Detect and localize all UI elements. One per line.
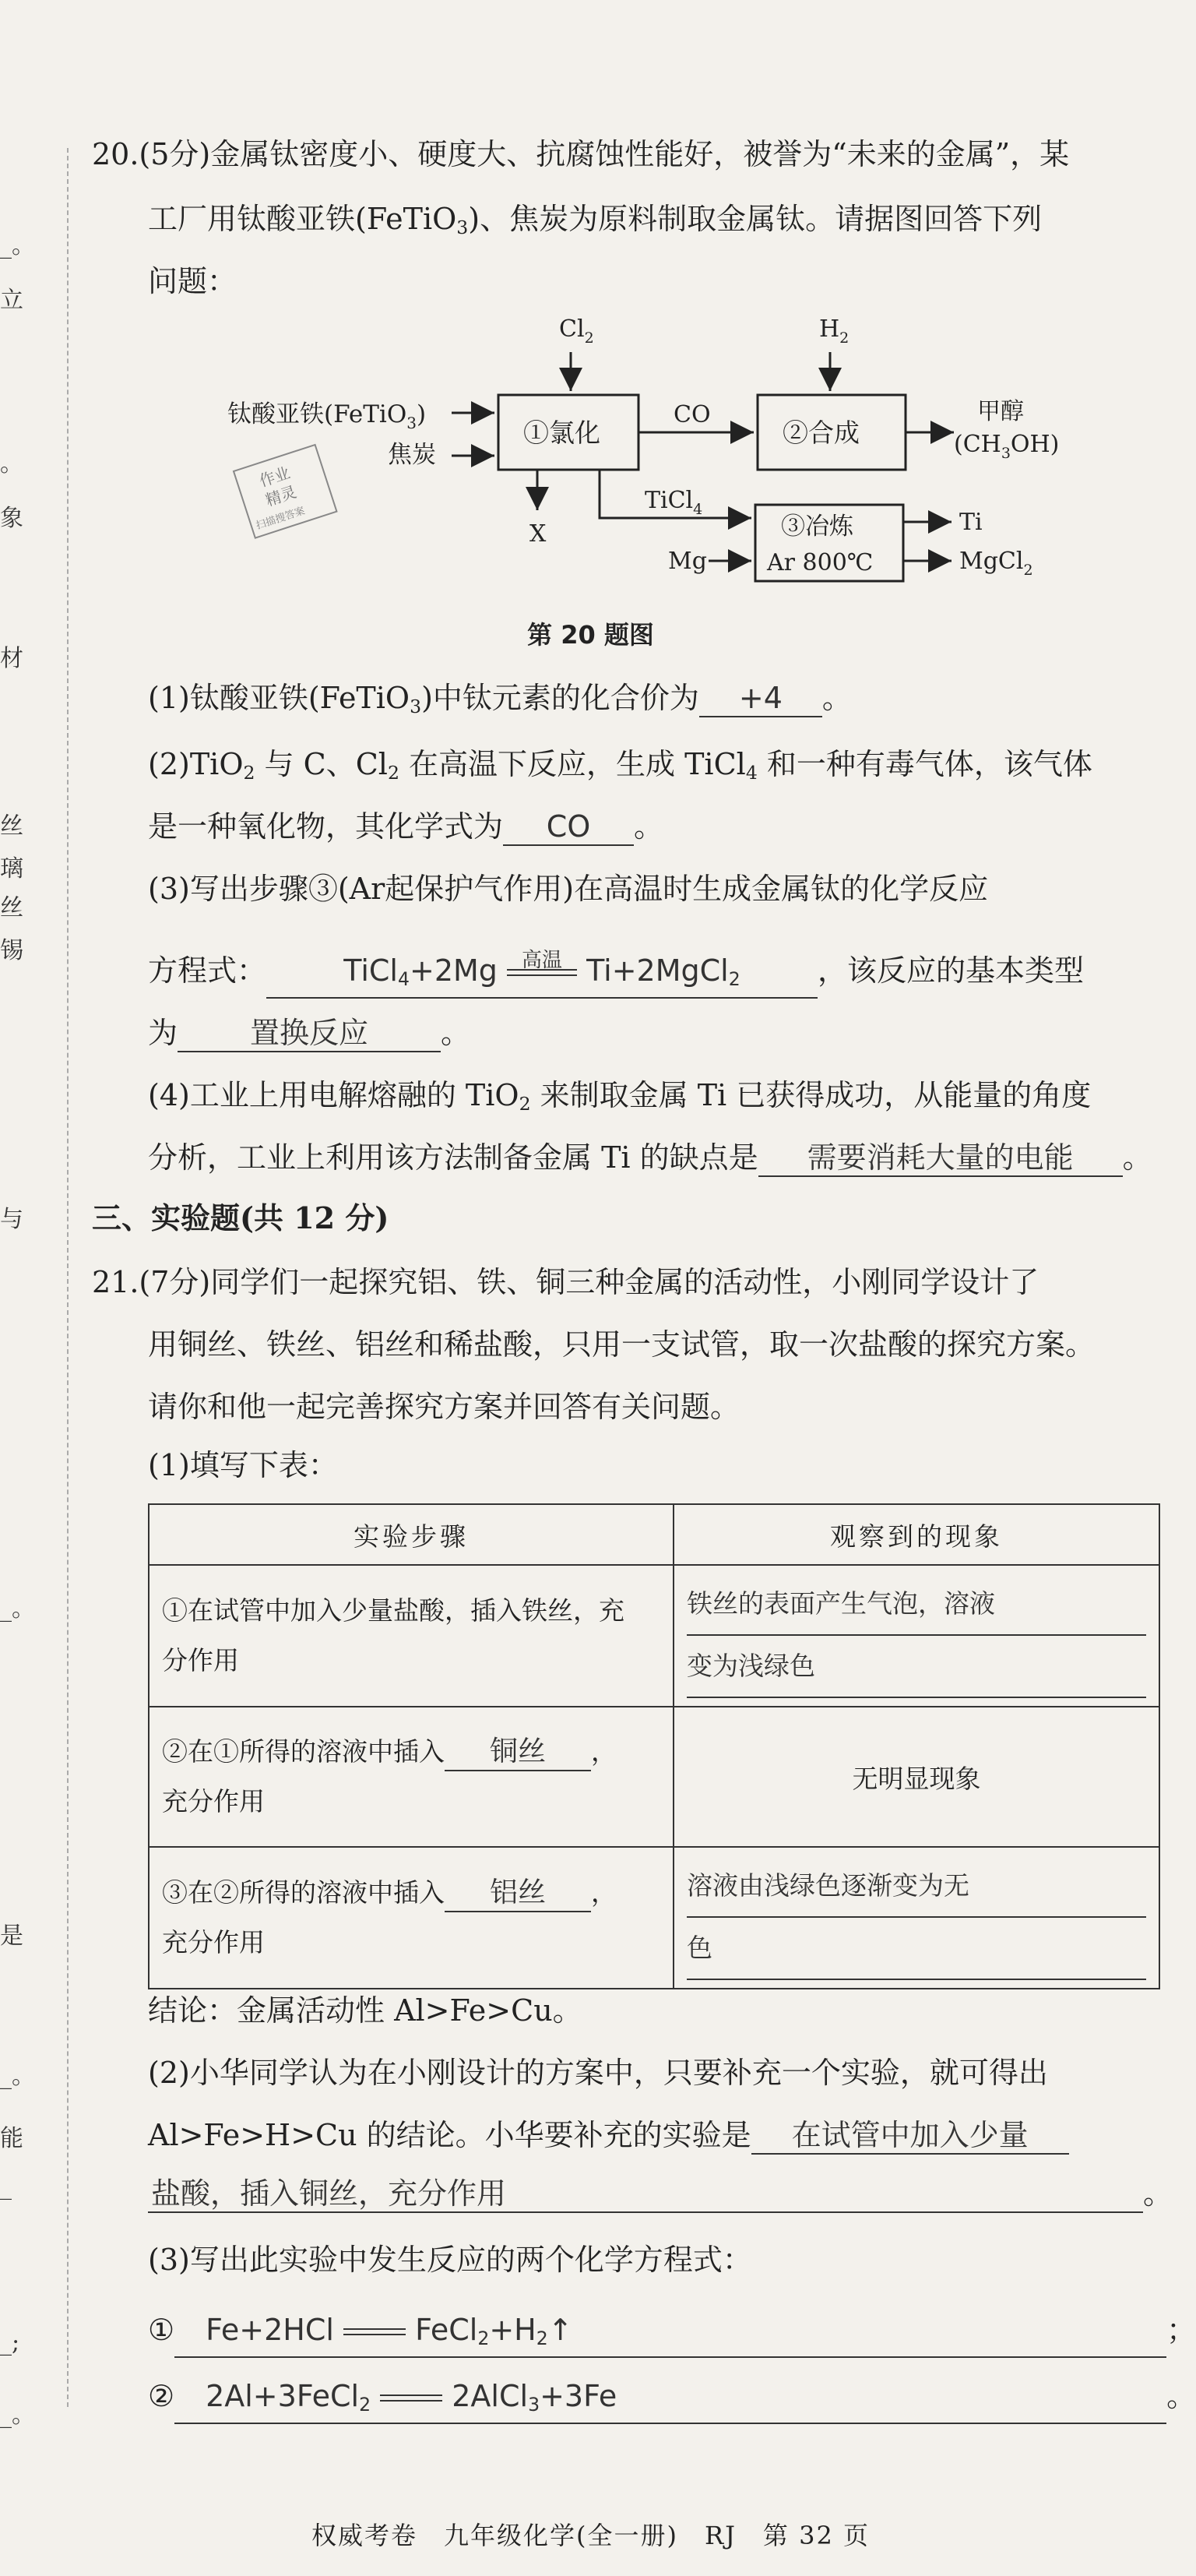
answer-equation-aluminum: 2Al+3FeCl$_2$ 2AlCl$_3$+3Fe — [174, 2378, 1166, 2424]
svg-text:精灵: 精灵 — [263, 482, 299, 510]
figure-caption: 第 20 题图 — [527, 620, 654, 650]
cl2-label: $Cl_2$ — [559, 315, 594, 347]
q20-part4-line2: 分析，工业上利用该方法制备金属 Ti 的缺点是 需要消耗大量的电能 。 — [148, 1137, 1152, 1178]
page-footer: 权威考卷 九年级化学(全一册) RJ 第 32 页 — [311, 2521, 870, 2550]
q21-part2-line3: 盐酸，插入铜丝，充分作用 。 — [148, 2173, 1173, 2214]
q20-part3-line3: 为 置换反应 。 — [148, 1013, 470, 1053]
margin-fragment: 能 — [0, 2125, 23, 2152]
ti-label: Ti — [959, 509, 983, 536]
margin-fragment: 材 — [0, 645, 23, 672]
q21-part1-label: (1)填写下表： — [148, 1448, 338, 1482]
answer-equation-iron: Fe+2HCl $FeCl_2+H_2↑$ — [174, 2312, 1166, 2358]
answer-drawback: 需要消耗大量的电能 — [758, 1140, 1123, 1177]
margin-fragment: 锡 — [0, 937, 23, 964]
margin-fragment: _。 — [0, 1595, 35, 1623]
q20-part1: (1)钛酸亚铁(FeTiO$_3$)中钛元素的化合价为 +4 。 — [148, 681, 852, 717]
margin-fragment: _。 — [0, 232, 35, 259]
q21-line2: 用铜丝、铁丝、铝丝和稀盐酸，只用一支试管，取一次盐酸的探究方案。 — [148, 1327, 1096, 1362]
margin-fragment: 是 — [0, 1922, 23, 1950]
margin-fragment: _。 — [0, 2402, 35, 2429]
q21-part2-line1: (2)小华同学认为在小刚设计的方案中，只要补充一个实验，就可得出 — [148, 2056, 1048, 2090]
answer-reaction-type: 置换反应 — [178, 1015, 441, 1052]
product-methanol-formula: $(CH_3OH)$ — [954, 431, 1060, 462]
answer-valence: +4 — [699, 680, 822, 717]
margin-fragment: 象 — [0, 505, 23, 532]
q20-line3: 问题： — [148, 264, 237, 298]
margin-fragment: _; — [0, 2329, 20, 2356]
svg-text:扫描搜答案: 扫描搜答案 — [255, 505, 307, 533]
box-synthesis: ②合成 — [783, 418, 860, 448]
margin-fragment: 丝 — [0, 812, 23, 840]
section-experiment-title: 三、实验题(共 12 分) — [92, 1200, 389, 1235]
table-row — [149, 1847, 1159, 1989]
mg-label: Mg — [668, 548, 707, 575]
table-cell-step: ②在①所得的溶液中插入 铜丝 ， 充分作用 — [149, 1707, 674, 1847]
box-smelting-condition: Ar 800℃ — [767, 549, 874, 576]
q20-part2-line1: (2)TiO$_2$ 与 C、$Cl_2$ 在高温下反应，生成 TiCl$_4$ 和一种有毒气体，该气体 — [148, 747, 1092, 784]
table-cell-step: ③在②所得的溶液中插入 铝丝 ， 充分作用 — [149, 1847, 674, 1989]
margin-fragment: _。 — [0, 2063, 35, 2090]
h2-label: $H_2$ — [819, 315, 850, 347]
table-cell-observation: 溶液由浅绿色逐渐变为无 色 — [674, 1847, 1159, 1989]
margin-fragment: 璃 — [0, 855, 23, 883]
watermark-stamp — [234, 445, 336, 538]
margin-fragment: 丝 — [0, 894, 23, 922]
product-methanol: 甲醇 — [977, 398, 1024, 425]
mgcl2-label: MgCl$_2$ — [959, 548, 1033, 579]
answer-equation: TiCl$_4$+2Mg 高温 Ti+2MgCl$_2$ — [266, 953, 818, 999]
q20-line1: 20.(5分)金属钛密度小、硬度大、抗腐蚀性能好，被誉为“未来的金属”，某 — [92, 137, 1070, 171]
box-chlorination: ①氯化 — [523, 418, 600, 448]
q20-part4-line1: (4)工业上用电解熔融的 TiO$_2$ 来制取金属 Ti 已获得成功，从能量的角度 — [148, 1078, 1092, 1115]
margin-fragment: _ — [0, 2173, 12, 2201]
process-flow-diagram — [0, 296, 1181, 608]
q21-line3: 请你和他一起完善探究方案并回答有关问题。 — [148, 1390, 740, 1424]
answer-extra-experiment-2: 盐酸，插入铜丝，充分作用 — [148, 2176, 1143, 2213]
answer-extra-experiment-1: 在试管中加入少量 — [751, 2117, 1069, 2155]
q21-equation-1: ① Fe+2HCl $FeCl_2+H_2↑$ ； — [148, 2310, 1196, 2358]
input-fetio3: 钛酸亚铁(FeTiO$_3$) — [227, 400, 427, 432]
table-header-observation: 观察到的现象 — [674, 1504, 1159, 1565]
q21-part3-line1: (3)写出此实验中发生反应的两个化学方程式： — [148, 2243, 752, 2277]
q20-line2: 工厂用钛酸亚铁(FeTiO$_3$)、焦炭为原料制取金属钛。请据图回答下列 — [148, 202, 1043, 238]
table-cell-observation: 无明显现象 — [674, 1707, 1159, 1847]
answer-aluminum-wire: 铝丝 — [445, 1875, 591, 1912]
box-smelting: ③冶炼 — [781, 513, 853, 541]
table-cell-observation: 铁丝的表面产生气泡，溶液 变为浅绿色 — [674, 1565, 1159, 1707]
answer-gas-formula: CO — [503, 809, 634, 846]
ticl4-label: TiCl$_4$ — [645, 487, 703, 518]
q21-equation-2: ② 2Al+3FeCl$_2$ 2AlCl$_3$+3Fe 。 — [148, 2376, 1196, 2424]
margin-fragment: 立 — [0, 287, 23, 314]
margin-fragment: 与 — [0, 1206, 23, 1233]
table-cell-step: ①在试管中加入少量盐酸，插入铁丝，充 分作用 — [149, 1565, 674, 1707]
q20-part3-line1: (3)写出步骤③(Ar起保护气作用)在高温时生成金属钛的化学反应 — [148, 872, 989, 906]
svg-text:作业: 作业 — [257, 463, 293, 491]
margin-fragment: 。 — [0, 450, 23, 477]
conclusion: 结论：金属活动性 Al>Fe>Cu。 — [148, 1993, 582, 2028]
q20-part3-line2: 方程式： TiCl$_4$+2Mg 高温 Ti+2MgCl$_2$ ，该反应的基本类型 — [148, 950, 1084, 999]
q21-line1: 21.(7分)同学们一起探究铝、铁、铜三种金属的活动性，小刚同学设计了 — [92, 1265, 1039, 1299]
q21-part2-line2: Al>Fe>H>Cu 的结论。小华要补充的实验是 在试管中加入少量 — [148, 2115, 1069, 2155]
co-label: CO — [674, 401, 711, 428]
q20-part2-line2: 是一种氧化物，其化学式为 CO 。 — [148, 806, 663, 847]
answer-copper-wire: 铜丝 — [445, 1734, 591, 1771]
experiment-table — [148, 1503, 1160, 1989]
table-row — [149, 1707, 1159, 1847]
input-coke: 焦炭 — [388, 441, 436, 469]
table-header-step: 实验步骤 — [149, 1504, 674, 1565]
x-label: X — [529, 520, 547, 548]
table-row — [149, 1565, 1159, 1707]
